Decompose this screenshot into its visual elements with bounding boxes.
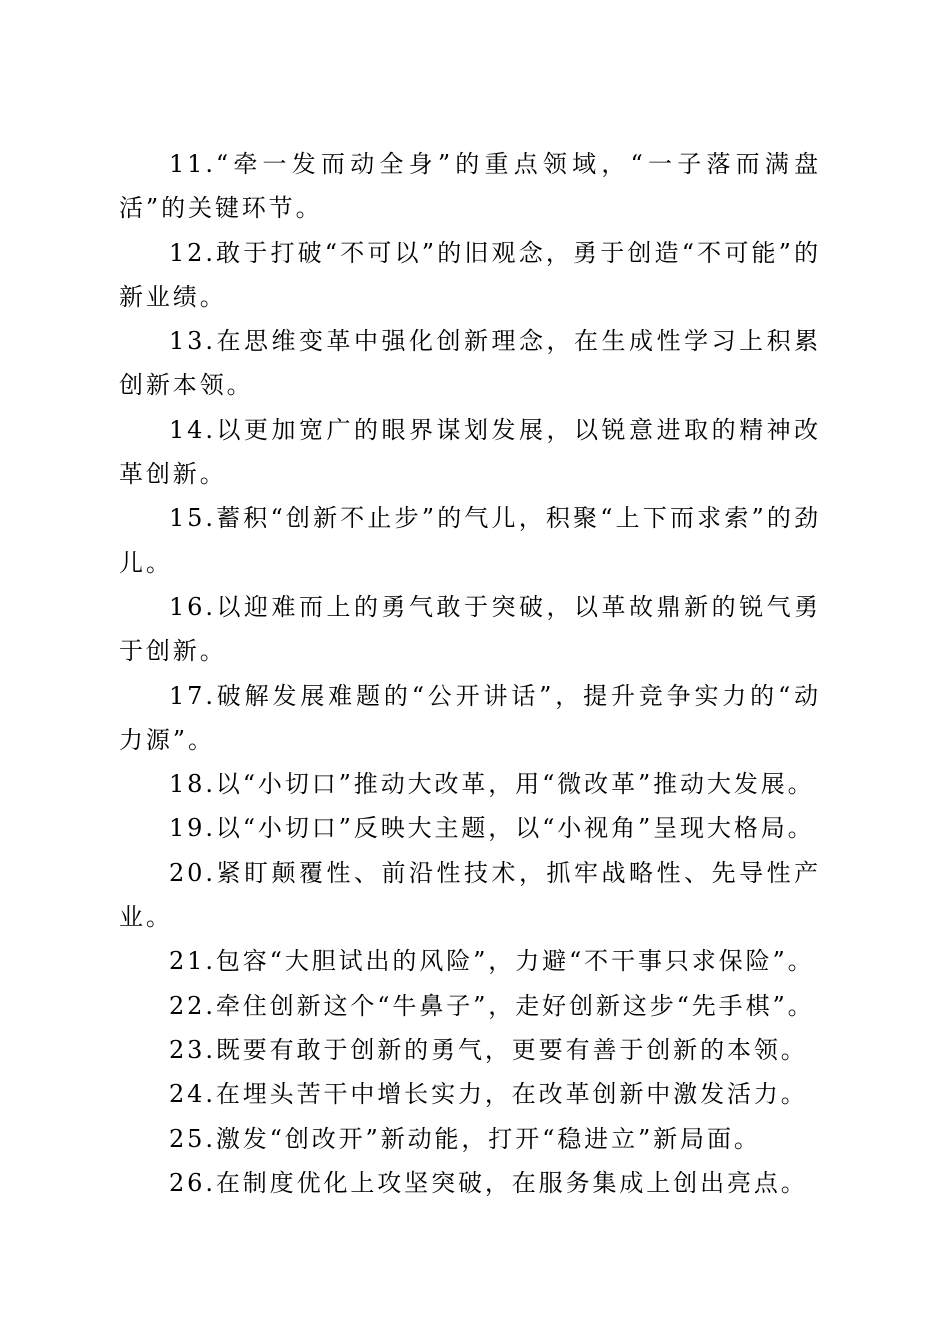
document-body	[119, 142, 821, 1205]
list-item: 17.破解发展难题的“公开讲话”，提升竞争实力的“动力源”。	[119, 681, 821, 754]
list-item: 25.激发“创改开”新动能，打开“稳进立”新局面。	[169, 1124, 761, 1153]
list-item: 21.包容“大胆试出的风险”，力避“不干事只求保险”。	[169, 947, 815, 976]
list-item: 15.蓄积“创新不止步”的气儿，积聚“上下而求索”的劲儿。	[119, 504, 821, 577]
list-item: 24.在埋头苦干中增长实力，在改革创新中激发活力。	[169, 1080, 808, 1109]
list-item: 19.以“小切口”反映大主题，以“小视角”呈现大格局。	[169, 814, 815, 843]
list-item: 12.敢于打破“不可以”的旧观念，勇于创造“不可能”的新业绩。	[119, 238, 821, 311]
list-item: 23.既要有敢于创新的勇气，更要有善于创新的本领。	[169, 1035, 808, 1064]
list-item: 26.在制度优化上攻坚突破，在服务集成上创出亮点。	[169, 1168, 808, 1197]
list-item: 20.紧盯颠覆性、前沿性技术，抓牢战略性、先导性产业。	[119, 858, 821, 932]
list-item: 22.牵住创新这个“牛鼻子”，走好创新这步“先手棋”。	[169, 991, 815, 1020]
list-item: 13.在思维变革中强化创新理念，在生成性学习上积累创新本领。	[119, 327, 821, 400]
list-item: 11.“牵一发而动全身”的重点领域，“一子落而满盘活”的关键环节。	[119, 150, 821, 223]
list-item: 18.以“小切口”推动大改革，用“微改革”推动大发展。	[169, 770, 815, 799]
list-item: 16.以迎难而上的勇气敢于突破，以革故鼎新的锐气勇于创新。	[119, 592, 821, 666]
list-item: 14.以更加宽广的眼界谋划发展，以锐意进取的精神改革创新。	[119, 415, 821, 489]
